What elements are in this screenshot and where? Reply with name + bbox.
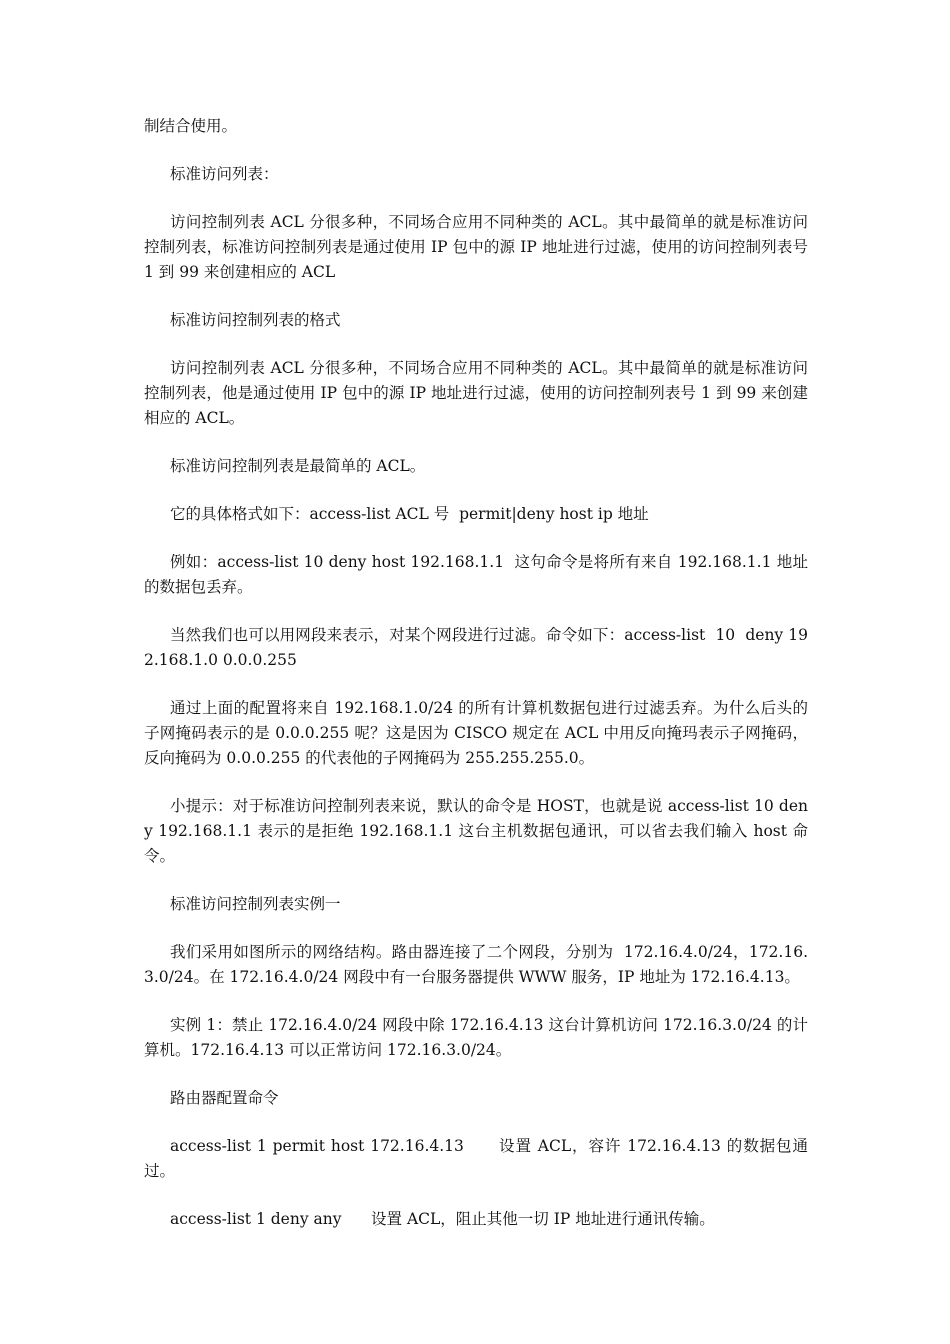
document-body	[144, 114, 808, 1255]
paragraph-example-host: 例如：access-list 10 deny host 192.168.1.1 这句命令是将所有来自 192.168.1.1 地址的数据包丢弃。	[144, 553, 808, 596]
heading-router-config: 路由器配置命令	[170, 1089, 279, 1107]
paragraph-acl-intro: 访问控制列表 ACL 分很多种，不同场合应用不同种类的 ACL。其中最简单的就是标准访问控制列表，标准访问控制列表是通过使用 IP 包中的源 IP 地址进行过滤，使用的访问控制列表号 1 到 99 来创建相应的 ACL	[144, 213, 808, 281]
paragraph-format-syntax: 它的具体格式如下：access-list ACL 号 permit|deny host ip 地址	[170, 505, 649, 523]
heading-standard-access-list: 标准访问列表：	[170, 165, 279, 183]
paragraph-continuation: 制结合使用。	[144, 117, 238, 135]
paragraph-network-structure: 我们采用如图所示的网络结构。路由器连接了二个网段，分别为 172.16.4.0/24，172.16.3.0/24。在 172.16.4.0/24 网段中有一台服务器提供 WWW 服务，IP 地址为 172.16.4.13。	[144, 943, 808, 986]
paragraph-acl-intro-2: 访问控制列表 ACL 分很多种，不同场合应用不同种类的 ACL。其中最简单的就是标准访问控制列表，他是通过使用 IP 包中的源 IP 地址进行过滤，使用的访问控制列表号 1 到 99 来创建相应的 ACL。	[144, 359, 808, 427]
paragraph-wildcard-mask: 通过上面的配置将来自 192.168.1.0/24 的所有计算机数据包进行过滤丢弃。为什么后头的子网掩码表示的是 0.0.0.255 呢？这是因为 CISCO 规定在 ACL 中用反向掩玛表示子网掩码，反向掩码为 0.0.0.255 的代表他的子网掩码为 255.255.255.0。	[144, 699, 808, 767]
heading-standard-acl-format: 标准访问控制列表的格式	[170, 311, 341, 329]
config-line-deny: access-list 1 deny any 设置 ACL，阻止其他一切 IP 地址进行通讯传输。	[170, 1210, 715, 1228]
paragraph-tip: 小提示：对于标准访问控制列表来说，默认的命令是 HOST，也就是说 access-list 10 deny 192.168.1.1 表示的是拒绝 192.168.1.1 这台主机数据包通讯，可以省去我们输入 host 命令。	[144, 797, 808, 865]
paragraph-simplest-acl: 标准访问控制列表是最简单的 ACL。	[170, 457, 426, 475]
paragraph-example-network: 当然我们也可以用网段来表示，对某个网段进行过滤。命令如下：access-list 10 deny 192.168.1.0 0.0.0.255	[144, 626, 808, 669]
config-line-permit: access-list 1 permit host 172.16.4.13 设置 ACL，容许 172.16.4.13 的数据包通过。	[144, 1137, 808, 1180]
heading-example-one: 标准访问控制列表实例一	[170, 895, 341, 913]
paragraph-example-1: 实例 1：禁止 172.16.4.0/24 网段中除 172.16.4.13 这台计算机访问 172.16.3.0/24 的计算机。172.16.4.13 可以正常访问 172.16.3.0/24。	[144, 1016, 808, 1059]
